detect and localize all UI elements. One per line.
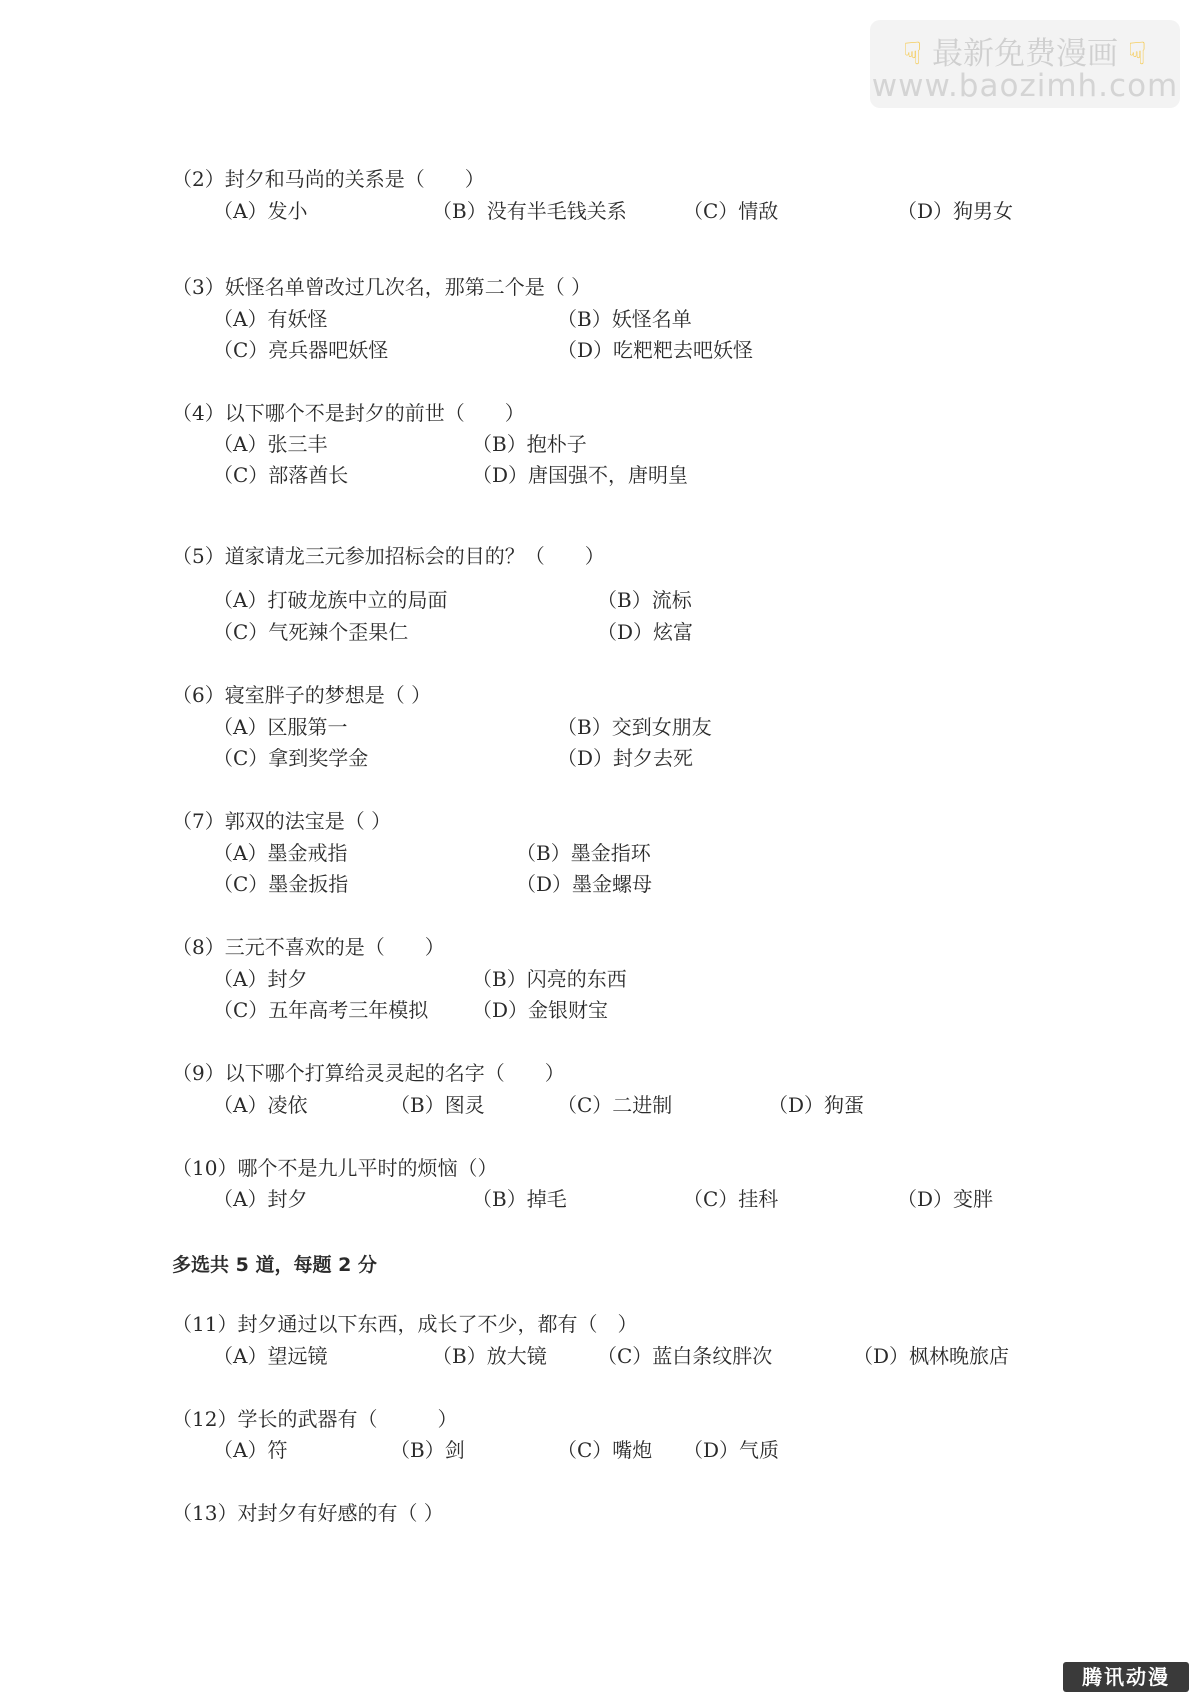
option: （D）狗蛋 [768,1093,865,1117]
question-2: （2）封夕和马尚的关系是（ ） [172,167,485,191]
question-6: （6）寝室胖子的梦想是（ ） [172,683,432,707]
option: （A）符 [213,1438,288,1462]
option: （B）交到女朋友 [557,715,712,739]
option: （A）打破龙族中立的局面 [213,588,448,612]
option: （A）张三丰 [213,432,328,456]
option: （C）情敌 [683,199,779,223]
option: （D）唐国强不，唐明皇 [472,463,689,487]
option: （C）挂科 [683,1187,779,1211]
question-3: （3）妖怪名单曾改过几次名，那第二个是（ ） [172,275,592,299]
option: （D）狗男女 [897,199,1014,223]
option: （B）墨金指环 [516,841,651,865]
question-13: （13）对封夕有好感的有（ ） [172,1501,444,1525]
question-12: （12）学长的武器有（ ） [172,1407,458,1431]
section-heading: 多选共 5 道，每题 2 分 [172,1254,377,1276]
tencent-comic-logo: 腾讯动漫 [1063,1662,1189,1692]
option: （A）望远镜 [213,1344,328,1368]
option: （C）墨金扳指 [213,872,349,896]
option: （B）妖怪名单 [557,307,692,331]
option: （B）没有半毛钱关系 [432,199,627,223]
option: （B）流标 [597,588,692,612]
option: （A）发小 [213,199,308,223]
option: （B）放大镜 [432,1344,547,1368]
option: （D）封夕去死 [557,746,694,770]
option: （C）气死辣个歪果仁 [213,620,409,644]
option: （B）抱朴子 [472,432,587,456]
option: （C）嘴炮 [557,1438,653,1462]
option: （B）剑 [390,1438,465,1462]
option: （D）变胖 [897,1187,994,1211]
option: （A）区服第一 [213,715,348,739]
option: （A）凌依 [213,1093,308,1117]
option: （B）掉毛 [472,1187,567,1211]
option: （A）封夕 [213,1187,308,1211]
option: （C）亮兵器吧妖怪 [213,338,389,362]
option: （A）墨金戒指 [213,841,348,865]
option: （A）有妖怪 [213,307,328,331]
question-7: （7）郭双的法宝是（ ） [172,809,392,833]
pointing-down-hand-icon: ☟ [903,36,923,72]
question-9: （9）以下哪个打算给灵灵起的名字（ ） [172,1061,565,1085]
watermark-title: 最新免费漫画 [932,36,1118,72]
question-5: （5）道家请龙三元参加招标会的目的？（ ） [172,544,605,568]
option: （D）枫林晚旅店 [853,1344,1010,1368]
question-4: （4）以下哪个不是封夕的前世（ ） [172,401,525,425]
question-8: （8）三元不喜欢的是（ ） [172,935,445,959]
option: （D）炫富 [597,620,694,644]
watermark-url: www.baozimh.com [871,68,1179,104]
option: （C）拿到奖学金 [213,746,369,770]
option: （D）墨金螺母 [516,872,653,896]
option: （C）二进制 [557,1093,673,1117]
option: （D）金银财宝 [472,998,609,1022]
watermark [870,20,1180,108]
option: （A）封夕 [213,967,308,991]
option: （C）部落酋长 [213,463,349,487]
option: （C）五年高考三年模拟 [213,998,429,1022]
pointing-down-hand-icon: ☟ [1127,36,1147,72]
option: （B）图灵 [390,1093,485,1117]
option: （C）蓝白条纹胖次 [597,1344,773,1368]
option: （D）吃粑粑去吧妖怪 [557,338,754,362]
option: （B）闪亮的东西 [472,967,627,991]
option: （D）气质 [683,1438,780,1462]
question-10: （10）哪个不是九儿平时的烦恼（） [172,1156,498,1180]
question-11: （11）封夕通过以下东西，成长了不少，都有（ ） [172,1312,638,1336]
